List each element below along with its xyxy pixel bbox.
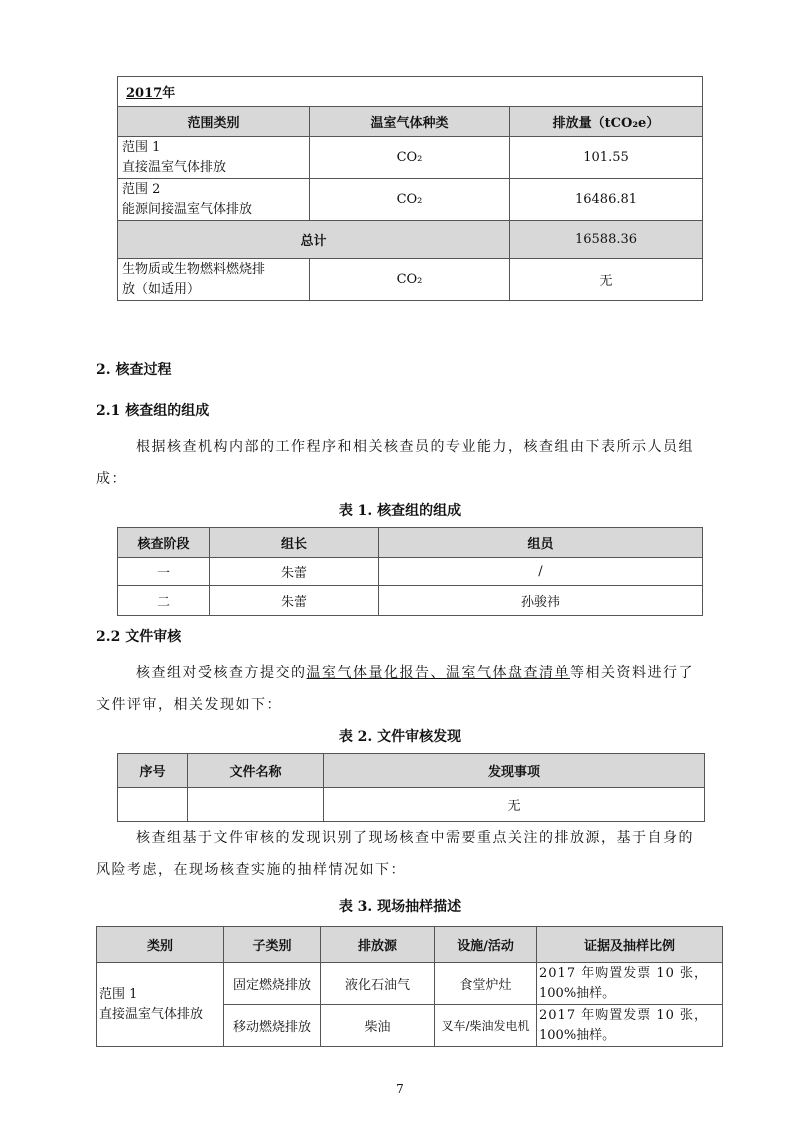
scope-line1: 范围 1 xyxy=(122,139,161,155)
paragraph-line xyxy=(136,658,694,688)
table-row xyxy=(118,558,703,586)
table-row xyxy=(118,259,703,301)
header-leader: 组长 xyxy=(210,528,379,558)
team-table xyxy=(117,527,703,616)
facility-cell: 叉车/柴油发电机 xyxy=(435,1005,537,1047)
bio-cell xyxy=(118,259,310,301)
amount-cell: 16486.81 xyxy=(510,179,703,221)
bio-line2: 放（如适用） xyxy=(122,281,201,297)
underlined-document-names: 温室气体量化报告、温室气体盘查清单 xyxy=(306,665,570,681)
evidence-line2: 100%抽样。 xyxy=(539,985,616,1001)
header-source: 排放源 xyxy=(321,927,435,963)
category-cell xyxy=(97,963,224,1047)
header-emissions: 排放量（tCO₂e） xyxy=(510,107,703,137)
header-evidence: 证据及抽样比例 xyxy=(537,927,723,963)
subsection-heading-2-2: 2.2 文件审核 xyxy=(96,629,182,645)
scope-line1: 范围 2 xyxy=(122,181,161,197)
table-caption: 表 3. 现场抽样描述 xyxy=(338,899,462,915)
paragraph-line: 根据核查机构内部的工作程序和相关核查员的专业能力，核查组由下表所示人员组 xyxy=(136,439,694,455)
paragraph-line: 风险考虑，在现场核查实施的抽样情况如下： xyxy=(96,862,406,878)
paragraph-text: 核查组对受核查方提交的 xyxy=(136,665,307,681)
source-cell: 液化石油气 xyxy=(321,963,435,1005)
header-seq: 序号 xyxy=(118,754,188,788)
total-label: 总计 xyxy=(118,221,510,259)
stage-cell: 二 xyxy=(118,586,210,616)
emissions-summary-table xyxy=(117,76,703,301)
stage-cell: 一 xyxy=(118,558,210,586)
subcategory-cell: 固定燃烧排放 xyxy=(224,963,321,1005)
table-row xyxy=(118,788,705,822)
leader-cell: 朱蕾 xyxy=(210,558,379,586)
gas-cell: CO₂ xyxy=(310,137,510,179)
evidence-cell xyxy=(537,1005,723,1047)
source-cell: 柴油 xyxy=(321,1005,435,1047)
sampling-table xyxy=(96,926,723,1047)
header-facility: 设施/活动 xyxy=(435,927,537,963)
header-doc-name: 文件名称 xyxy=(188,754,324,788)
year-suffix: 年 xyxy=(162,86,176,101)
year-row xyxy=(118,77,703,107)
findings-cell: 无 xyxy=(324,788,705,822)
bio-gas-cell: CO₂ xyxy=(310,259,510,301)
bio-line1: 生物质或生物燃料燃烧排 xyxy=(122,261,266,277)
paragraph-line: 核查组基于文件审核的发现识别了现场核查中需要重点关注的排放源，基于自身的 xyxy=(136,830,694,846)
evidence-line1: 2017 年购置发票 10 张， xyxy=(539,965,709,981)
seq-cell xyxy=(118,788,188,822)
evidence-cell xyxy=(537,963,723,1005)
category-line2: 直接温室气体排放 xyxy=(99,1006,204,1022)
evidence-line2: 100%抽样。 xyxy=(539,1027,616,1043)
table-row xyxy=(118,179,703,221)
amount-cell: 101.55 xyxy=(510,137,703,179)
scope-line2: 能源间接温室气体排放 xyxy=(122,201,253,217)
total-value: 16588.36 xyxy=(510,221,703,259)
subcategory-cell: 移动燃烧排放 xyxy=(224,1005,321,1047)
table-row xyxy=(97,963,723,1005)
members-cell: 孙骏祎 xyxy=(379,586,703,616)
table-row xyxy=(118,137,703,179)
header-scope-category: 范围类别 xyxy=(118,107,310,137)
table-caption: 表 2. 文件审核发现 xyxy=(338,729,462,745)
header-category: 类别 xyxy=(97,927,224,963)
scope-cell xyxy=(118,179,310,221)
year-value: 2017 xyxy=(126,86,163,101)
table-caption: 表 1. 核查组的组成 xyxy=(338,503,462,519)
paragraph-line: 文件评审，相关发现如下： xyxy=(96,697,282,713)
document-review-table xyxy=(117,753,705,822)
bio-amount-cell: 无 xyxy=(510,259,703,301)
paragraph-text: 等相关资料进行了 xyxy=(570,665,694,681)
members-cell: / xyxy=(379,558,703,586)
doc-name-cell xyxy=(188,788,324,822)
scope-cell xyxy=(118,137,310,179)
category-line1: 范围 1 xyxy=(99,986,138,1002)
gas-cell: CO₂ xyxy=(310,179,510,221)
header-findings: 发现事项 xyxy=(324,754,705,788)
header-stage: 核查阶段 xyxy=(118,528,210,558)
leader-cell: 朱蕾 xyxy=(210,586,379,616)
evidence-line1: 2017 年购置发票 10 张， xyxy=(539,1007,709,1023)
scope-line2: 直接温室气体排放 xyxy=(122,159,227,175)
table-row xyxy=(118,586,703,616)
header-gas-type: 温室气体种类 xyxy=(310,107,510,137)
paragraph-line: 成： xyxy=(96,471,127,487)
subsection-heading-2-1: 2.1 核查组的组成 xyxy=(96,403,210,419)
header-subcategory: 子类别 xyxy=(224,927,321,963)
section-heading: 2. 核查过程 xyxy=(96,362,172,378)
header-members: 组员 xyxy=(379,528,703,558)
facility-cell: 食堂炉灶 xyxy=(435,963,537,1005)
page-number: 7 xyxy=(396,1082,404,1096)
